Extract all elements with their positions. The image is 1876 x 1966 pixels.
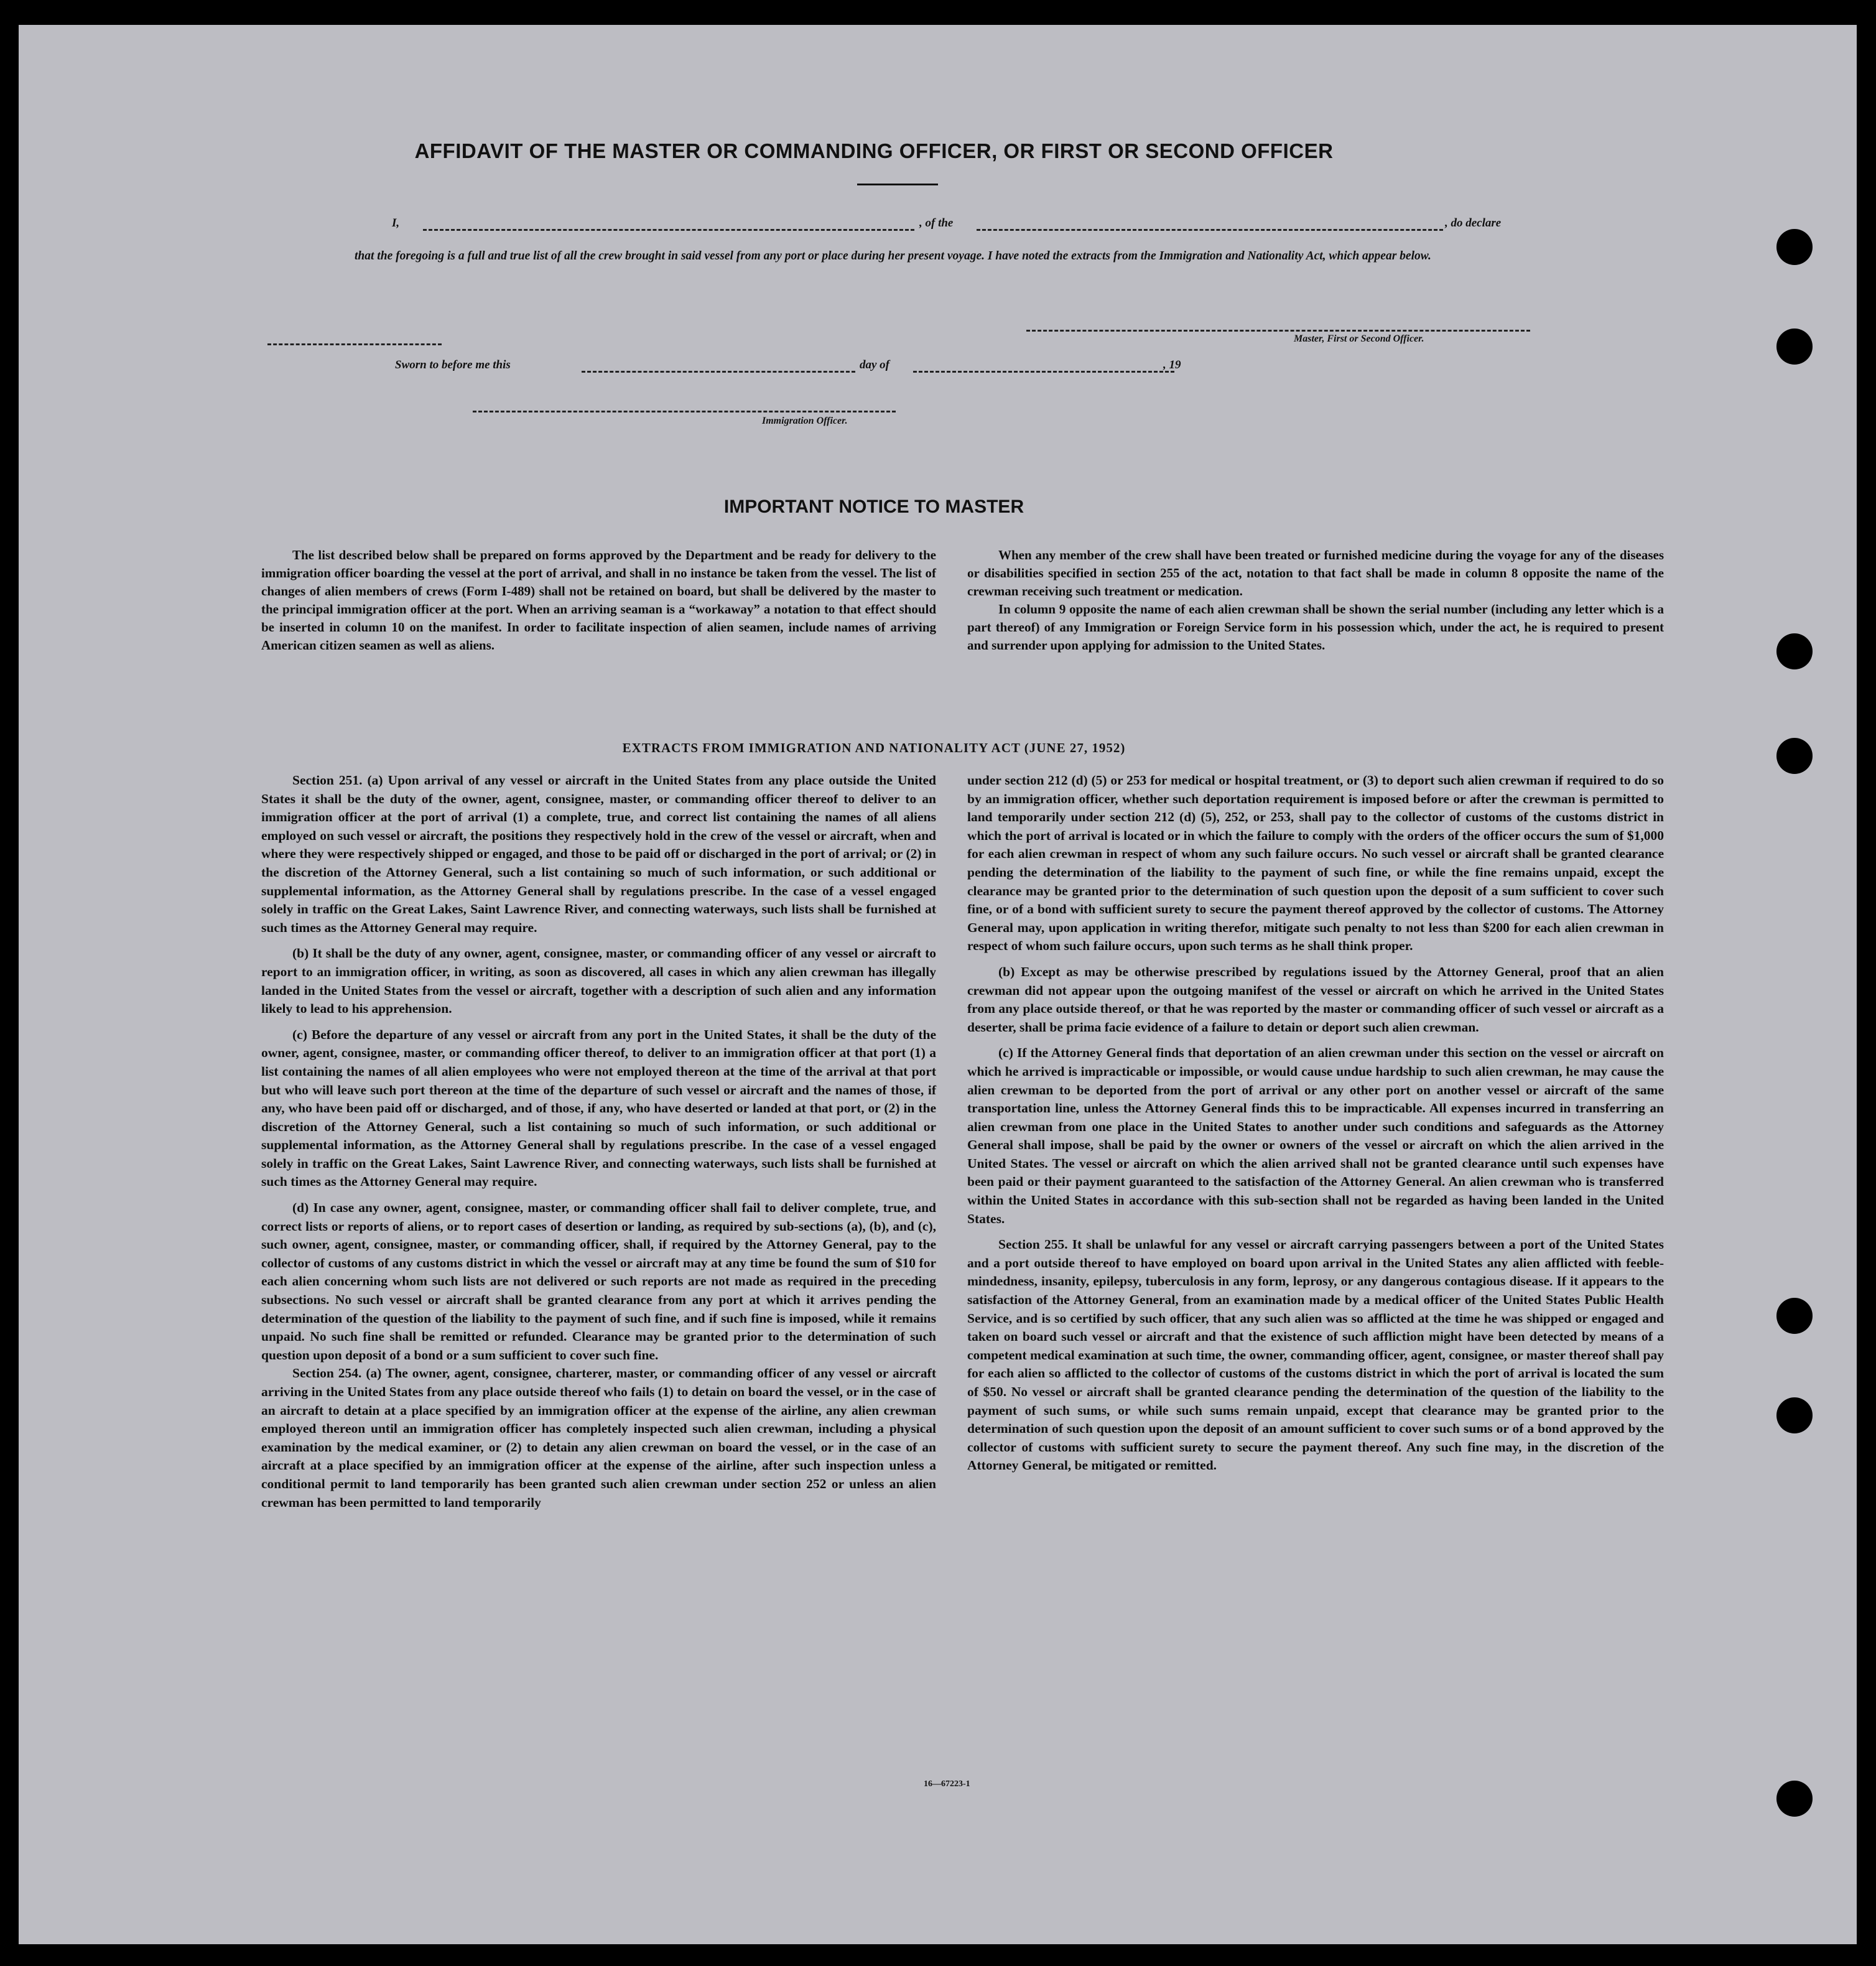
extract-paragraph: Section 251. (a) Upon arrival of any vessel or aircraft in the United States from any place outside the United States it shall be the duty of the owner, agent, consignee, master, or commanding officer thereof to deliver to an immigration officer at the port of arrival (1) a complete, true, and correct list containing the names of all aliens employed on such vessel or aircraft, the positions they respectively hold in the crew of the vessel or aircraft, when and where they were respectively shipped or engaged, and those to be paid off or discharged in the port of arrival; or (2) in the discretion of the Attorney General, such a list containing so much of such information, or such additional or supplemental information, as the Attorney General shall by regulations prescribe. In the case of a vessel engaged solely in traffic on the Great Lakes, Saint Lawrence River, and connecting waterways, such lists shall be furnished at such times as the Attorney General may require. (261, 773, 936, 935)
punch-hole (1776, 633, 1813, 669)
officer-caption: Immigration Officer. (762, 416, 848, 426)
i-label: I, (392, 217, 400, 230)
of-the-label: , of the (919, 217, 954, 230)
affidavit-statement: that the foregoing is a full and true list of all the crew brought in said vessel from any port or place during her present voyage. I have noted the extracts from the Immigration and Nationality Act, which appear below. (355, 249, 1431, 263)
notice-right-column (967, 546, 1664, 655)
sworn-month-line (913, 371, 1174, 373)
extracts-right-column (967, 771, 1664, 1475)
sworn-day-line (582, 371, 855, 373)
extract-paragraph: (c) Before the departure of any vessel or aircraft from any port in the United States, it shall be the duty of the owner, agent, consignee, master, or commanding officer thereof, to deliver to an immigration officer at that port (1) a list containing the names of all alien employees who were not employed thereon at the time of the arrival at that port but who will leave such port thereon at the time of the departure of such vessel or aircraft and the names of those, if any, who have been paid off or discharged, and of those, if any, who have deserted or landed at that port, or (2) in the discretion of the Attorney General, such a list containing so much of such information, or such additional or supplemental information, as the Attorney General shall by regulations prescribe. In the case of a vessel engaged solely in traffic on the Great Lakes, Saint Lawrence River, and connecting waterways, such lists shall be furnished at such times as the Attorney General may require. (261, 1027, 936, 1190)
extracts-left-column (261, 771, 936, 1512)
extract-paragraph: (d) In case any owner, agent, consignee, master, or commanding officer shall fail to deliver complete, true, and correct lists or reports of aliens, or to report cases of desertion or landing, as required by sub-sections (a), (b), and (c), such owner, agent, consignee, master, or commanding officer, shall, if required by the Attorney General, pay to the collector of customs of any customs district in which the vessel or aircraft may at any time be found the sum of $10 for each alien concerning whom such lists are not delivered or such reports are not made as required in the preceding subsections. No such vessel or aircraft shall be granted clearance from any port at which it arrives pending the determination of the question of the liability to the payment of such fine, and if such fine is imposed, while it remains unpaid. No such fine shall be remitted or refunded. Clearance may be granted prior to the determination of such question upon deposit of a bond or a sum sufficient to cover such fine. (261, 1200, 936, 1363)
day-of-label: day of (860, 358, 890, 371)
punch-hole (1776, 1781, 1813, 1817)
master-caption: Master, First or Second Officer. (1294, 333, 1424, 344)
notice-left-paragraph: The list described below shall be prepared on forms approved by the Department and be ready for delivery to the immigration officer boarding the vessel at the port of arrival, and shall in no instance be taken from the vessel. The list of changes of alien members of crews (Form I-489) shall not be retained on board, but shall be delivered by the master to the principal immigration officer at the port. When an arriving seaman is a “workaway” a notation to that effect should be inserted in column 10 on the manifest. In order to facilitate inspection of alien seamen, include names of arriving American citizen seamen as well as aliens. (261, 547, 936, 653)
master-signature-line (1026, 330, 1530, 332)
do-declare-label: , do declare (1445, 217, 1502, 230)
extract-paragraph: Section 254. (a) The owner, agent, consignee, charterer, master, or commanding officer of any vessel or aircraft arriving in the United States from any place outside thereof who fails (1) to detain on board the vessel, or in the case of an aircraft to detain at a place specified by an immigration officer at the expense of the airline, any alien crewman employed thereon until an immigration officer has completely inspected such alien crewman, including a physical examination by the medical examiner, or (2) to detain any alien crewman on board the vessel, or in the case of an aircraft at a place specified by an immigration officer at the expense of the airline, after such inspection unless a conditional permit to land temporarily has been granted such alien crewman under section 252 or unless an alien crewman has been permitted to land temporarily (261, 1366, 936, 1510)
punch-hole (1776, 229, 1813, 265)
extract-paragraph: (b) Except as may be otherwise prescribed by regulations issued by the Attorney General, proof that an alien crewman did not appear upon the outgoing manifest of the vessel or aircraft on which he arrived in the United States from any place outside thereof, or that he was reported by the master or commanding officer of such vessel or aircraft as a deserter, shall be prima facie evidence of a failure to detain or deport such alien crewman. (967, 964, 1664, 1035)
notice-title: IMPORTANT NOTICE TO MASTER (723, 496, 1024, 517)
name-field-line (423, 229, 914, 231)
notice-right-paragraph: When any member of the crew shall have been treated or furnished medicine during the voyage for any of the diseases or disabilities specified in section 255 of the act, notation to that fact shall be made in column 8 opposite the name of the crewman receiving such treatment or medication. (967, 547, 1664, 599)
extract-paragraph: under section 212 (d) (5) or 253 for medical or hospital treatment, or (3) to deport such alien crewman if required to do so by an immigration officer, whether such deportation requirement is imposed before or after the crewman is permitted to land temporarily under section 212 (d) (5), 252, or 253, shall pay to the collector of customs of the customs district in which the port of arrival is located or in which the failure to comply with the orders of the officer occurs the sum of $1,000 for each alien crewman in respect of whom any such failure occurs. No such vessel or aircraft shall be granted clearance pending the determination of the liability to the payment of such fine, or while the fine remains unpaid, except the clearance may be granted prior to the determination of such question upon the deposit of a sum sufficient to cover such fine, or of a bond with sufficient surety to secure the payment thereof approved by the collector of customs. The Attorney General may, upon application in writing therefor, mitigate such penalty to not less than $200 for each alien crewman in respect of whom such failure occurs, upon such terms as he shall think proper. (967, 773, 1664, 954)
punch-hole (1776, 738, 1813, 774)
extract-paragraph: Section 255. It shall be unlawful for any vessel or aircraft carrying passengers between a port of the United States and a port outside thereof to have employed on board upon arrival in the United States any alien afflicted with feeble-mindedness, insanity, epilepsy, tuberculosis in any form, leprosy, or any dangerous contagious disease. If it appears to the satisfaction of the Attorney General, from an examination made by a medical officer of the United States Public Health Service, and is so certified by such officer, that any such alien was so afflicted at the time he was shipped or engaged and taken on board such vessel or aircraft and that the existence of such affliction might have been detected by means of a competent medical examination at such time, the owner, commanding officer, agent, consignee, or master thereof shall pay for each alien so afflicted to the collector of customs of the customs district in which the port of arrival is located the sum of $50. No vessel or aircraft shall be granted clearance pending the determination of the question of the liability to the payment of such sums, or while such sums remain unpaid, except that clearance may be granted prior to the determination of such question upon the deposit of an amount sufficient to cover such sums or of a bond approved by the collector of customs with sufficient surety to secure the payment thereof. Any such fine may, in the discretion of the Attorney General, be mitigated or remitted. (967, 1237, 1664, 1473)
notice-left-column (261, 546, 936, 655)
form-code: 16—67223-1 (924, 1779, 970, 1789)
document-page (19, 25, 1857, 1944)
officer-signature-line (473, 411, 896, 412)
punch-hole (1776, 328, 1813, 365)
punch-hole (1776, 1397, 1813, 1433)
left-signature-line (267, 343, 442, 345)
extract-paragraph: (c) If the Attorney General finds that deportation of an alien crewman under this section on the vessel or aircraft on which he arrived is impracticable or impossible, or would cause undue hardship to such alien crewman, he may cause the alien crewman to be deported from the port of arrival or any other port on another vessel or aircraft of the same transportation line, unless the Attorney General finds this to be impracticable. All expenses incurred in transferring an alien crewman from one place in the United States to another under such conditions and safeguards as the Attorney General shall impose, shall be paid by the owner or owners of the vessel or aircraft on which the alien arrived in the United States. The vessel or aircraft on which the alien arrived shall not be granted clearance until such expenses have been paid or their payment guaranteed to the satisfaction of the Attorney General. An alien crewman who is transferred within the United States in accordance with this sub-section shall not be regarded as having been landed in the United States. (967, 1045, 1664, 1226)
affidavit-title: AFFIDAVIT OF THE MASTER OR COMMANDING OFFICER, OR FIRST OR SECOND OFFICER (414, 139, 1334, 162)
year-label: , 19 (1163, 358, 1181, 371)
punch-hole (1776, 1298, 1813, 1334)
extract-paragraph: (b) It shall be the duty of any owner, agent, consignee, master, or commanding officer of any vessel or aircraft to report to an immigration officer, in writing, as soon as discovered, all cases in which any alien crewman has illegally landed in the United States from the vessel or aircraft, together with a description of such alien and any information likely to lead to his apprehension. (261, 946, 936, 1017)
sworn-label: Sworn to before me this (395, 358, 511, 371)
notice-right-paragraph: In column 9 opposite the name of each alien crewman shall be shown the serial number (including any letter which is a part thereof) of any Immigration or Foreign Service form in his possession which, under the act, he is required to present and surrender upon applying for admission to the United States. (967, 602, 1664, 653)
vessel-field-line (977, 229, 1443, 231)
title-underline (857, 184, 938, 185)
extracts-title: EXTRACTS FROM IMMIGRATION AND NATIONALITY ACT (JUNE 27, 1952) (622, 740, 1126, 755)
